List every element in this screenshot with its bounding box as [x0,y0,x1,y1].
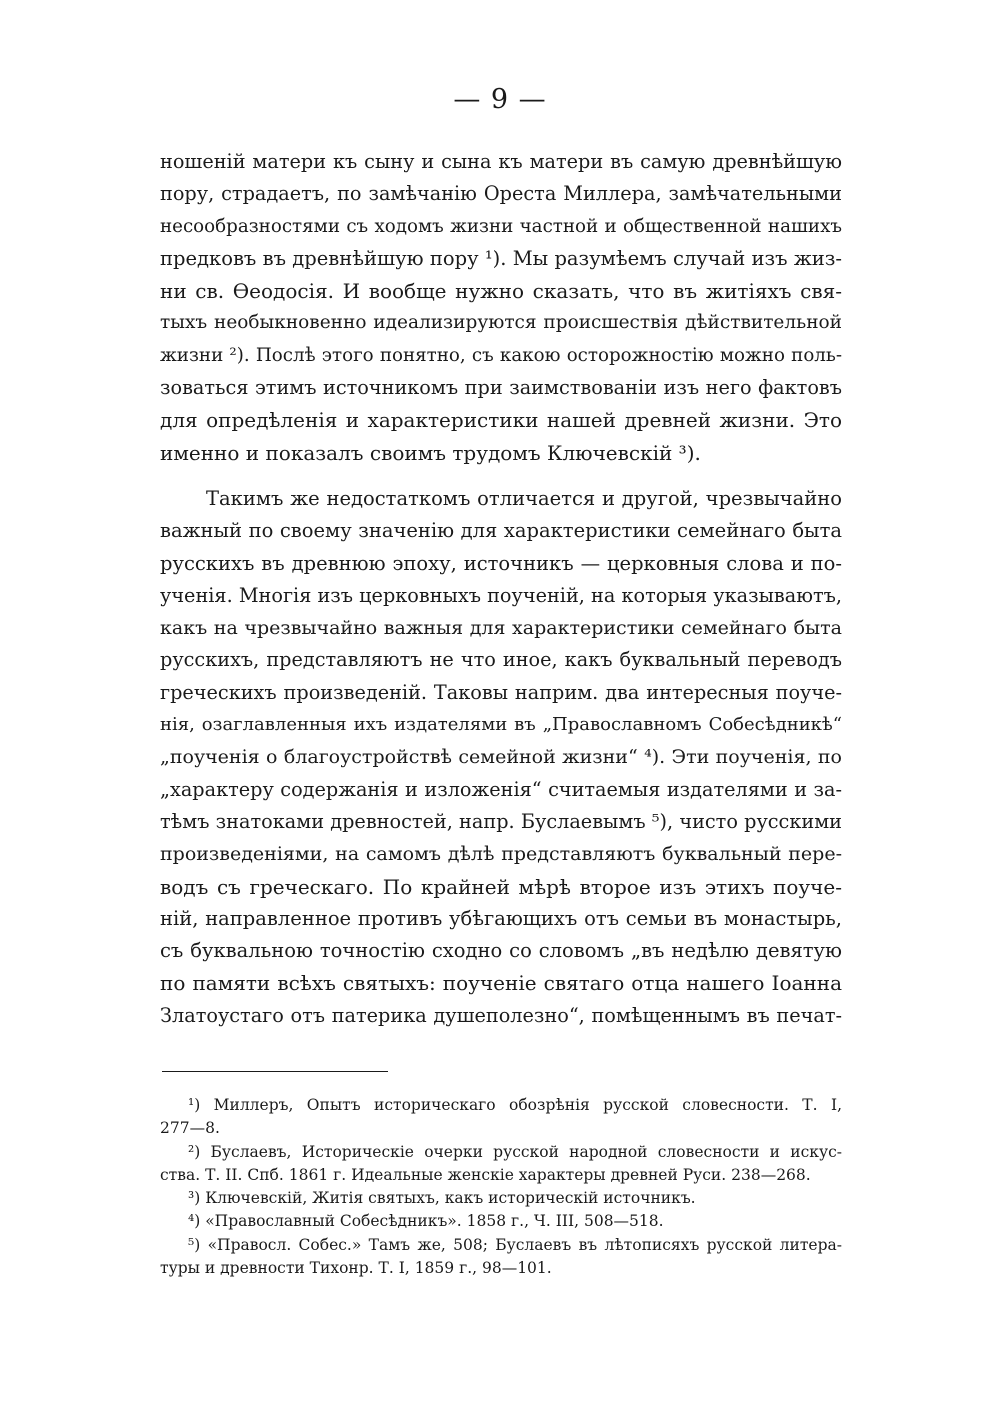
footnote-3 [160,1187,842,1210]
text-line: „поученія о благоустройствѣ семейной жизни“ ⁴). Эти поученія, по [160,746,842,769]
text-line: какъ на чрезвычайно важныя для характеристики семейнаго быта [160,617,842,640]
page-number: — 9 — [453,84,547,115]
text-line: ній, направленное противъ убѣгающихъ отъ семьи въ монастырь, [160,906,842,930]
footnote-line: туры и древности Тихонр. Т. I, 1859 г., 98—101. [160,1259,552,1278]
text-line: ношеній матери къ сыну и сына къ матери въ самую древнѣйшую [160,150,842,173]
text-line: водъ съ греческаго. По крайней мѣрѣ второе изъ этихъ поуче- [160,874,842,899]
text-line: зоваться этимъ источникомъ при заимствованіи изъ него фактовъ [160,376,842,400]
footnote-line: ства. Т. II. Спб. 1861 г. Идеальные женскіе характеры древней Руси. 238—268. [160,1165,811,1184]
footnote-2 [160,1141,842,1188]
text-line: ученія. Многія изъ церковныхъ поученій, на которыя указываютъ, [160,583,842,607]
text-line: по памяти всѣхъ святыхъ: поученіе святаго отца нашего Іоанна [160,971,842,996]
footnote-divider [162,1071,388,1072]
text-line: для опредѣленія и характеристики нашей древней жизни. Это [160,408,842,433]
footnotes [160,1094,842,1280]
footnote-line: ⁵) «Правосл. Собес.» Тамъ же, 508; Буслаевъ въ лѣтописяхъ русской литера- [188,1235,842,1254]
text-line: русскихъ въ древнюю эпоху, источникъ — церковныя слова и по- [160,551,842,575]
paragraph [160,146,842,469]
footnote-1 [160,1094,842,1141]
text-line: предковъ въ древнѣйшую пору ¹). Мы разумѣемъ случай изъ жиз- [160,246,842,270]
footnote-line: 277—8. [160,1119,220,1138]
text-line: важный по своему значенію для характеристики семейнаго быта [160,519,842,543]
text-line: Златоустаго отъ патерика душеполезно“, помѣщеннымъ въ печат- [160,1003,842,1027]
text-line: съ буквальною точностію сходно со словомъ „въ недѣлю девятую [160,939,842,963]
text-line: греческихъ произведеній. Таковы наприм. два интересныя поуче- [160,680,842,704]
footnote-5 [160,1234,842,1281]
text-line: „характеру содержанія и изложенія“ считаемыя издателями и за- [160,777,842,801]
text-line: нія, озаглавленныя ихъ издателями въ „Православномъ Собесѣдникѣ“ [160,714,842,736]
paragraph [160,483,842,1032]
text-line: несообразностями съ ходомъ жизни частной и общественной нашихъ [160,215,842,237]
footnote-line: ⁴) «Православный Собесѣдникъ». 1858 г., Ч. III, 508—518. [188,1212,664,1231]
footnote-line: ¹) Миллеръ, Опытъ историческаго обозрѣнія русской словесности. Т. I, [188,1096,842,1114]
text-line: тѣмъ знатоками древностей, напр. Буслаевымъ ⁵), чисто русскими [160,809,842,833]
text-line: именно и показалъ своимъ трудомъ Ключевскій ³). [160,440,701,465]
text-line: русскихъ, представляютъ не что иное, какъ буквальный переводъ [160,648,842,672]
body-text [160,146,842,1032]
footnote-4 [160,1210,842,1233]
footnote-line: ³) Ключевскій, Житія святыхъ, какъ историческій источникъ. [188,1189,696,1208]
footnote-line: ²) Буслаевъ, Историческіе очерки русской народной словесности и искус- [188,1142,842,1161]
text-line: произведеніями, на самомъ дѣлѣ представляютъ буквальный пере- [160,843,842,866]
text-line: ни св. Өеодосія. И вообще нужно сказать, что въ житіяхъ свя- [160,279,842,304]
text-line: жизни ²). Послѣ этого понятно, съ какою осторожностію можно поль- [160,344,842,366]
text-line: тыхъ необыкновенно идеализируются происшествія дѣйствительной [160,312,842,334]
text-line: Такимъ же недостаткомъ отличается и другой, чрезвычайно [206,486,842,510]
text-line: пору, страдаетъ, по замѣчанію Ореста Миллера, замѣчательными [160,182,842,206]
